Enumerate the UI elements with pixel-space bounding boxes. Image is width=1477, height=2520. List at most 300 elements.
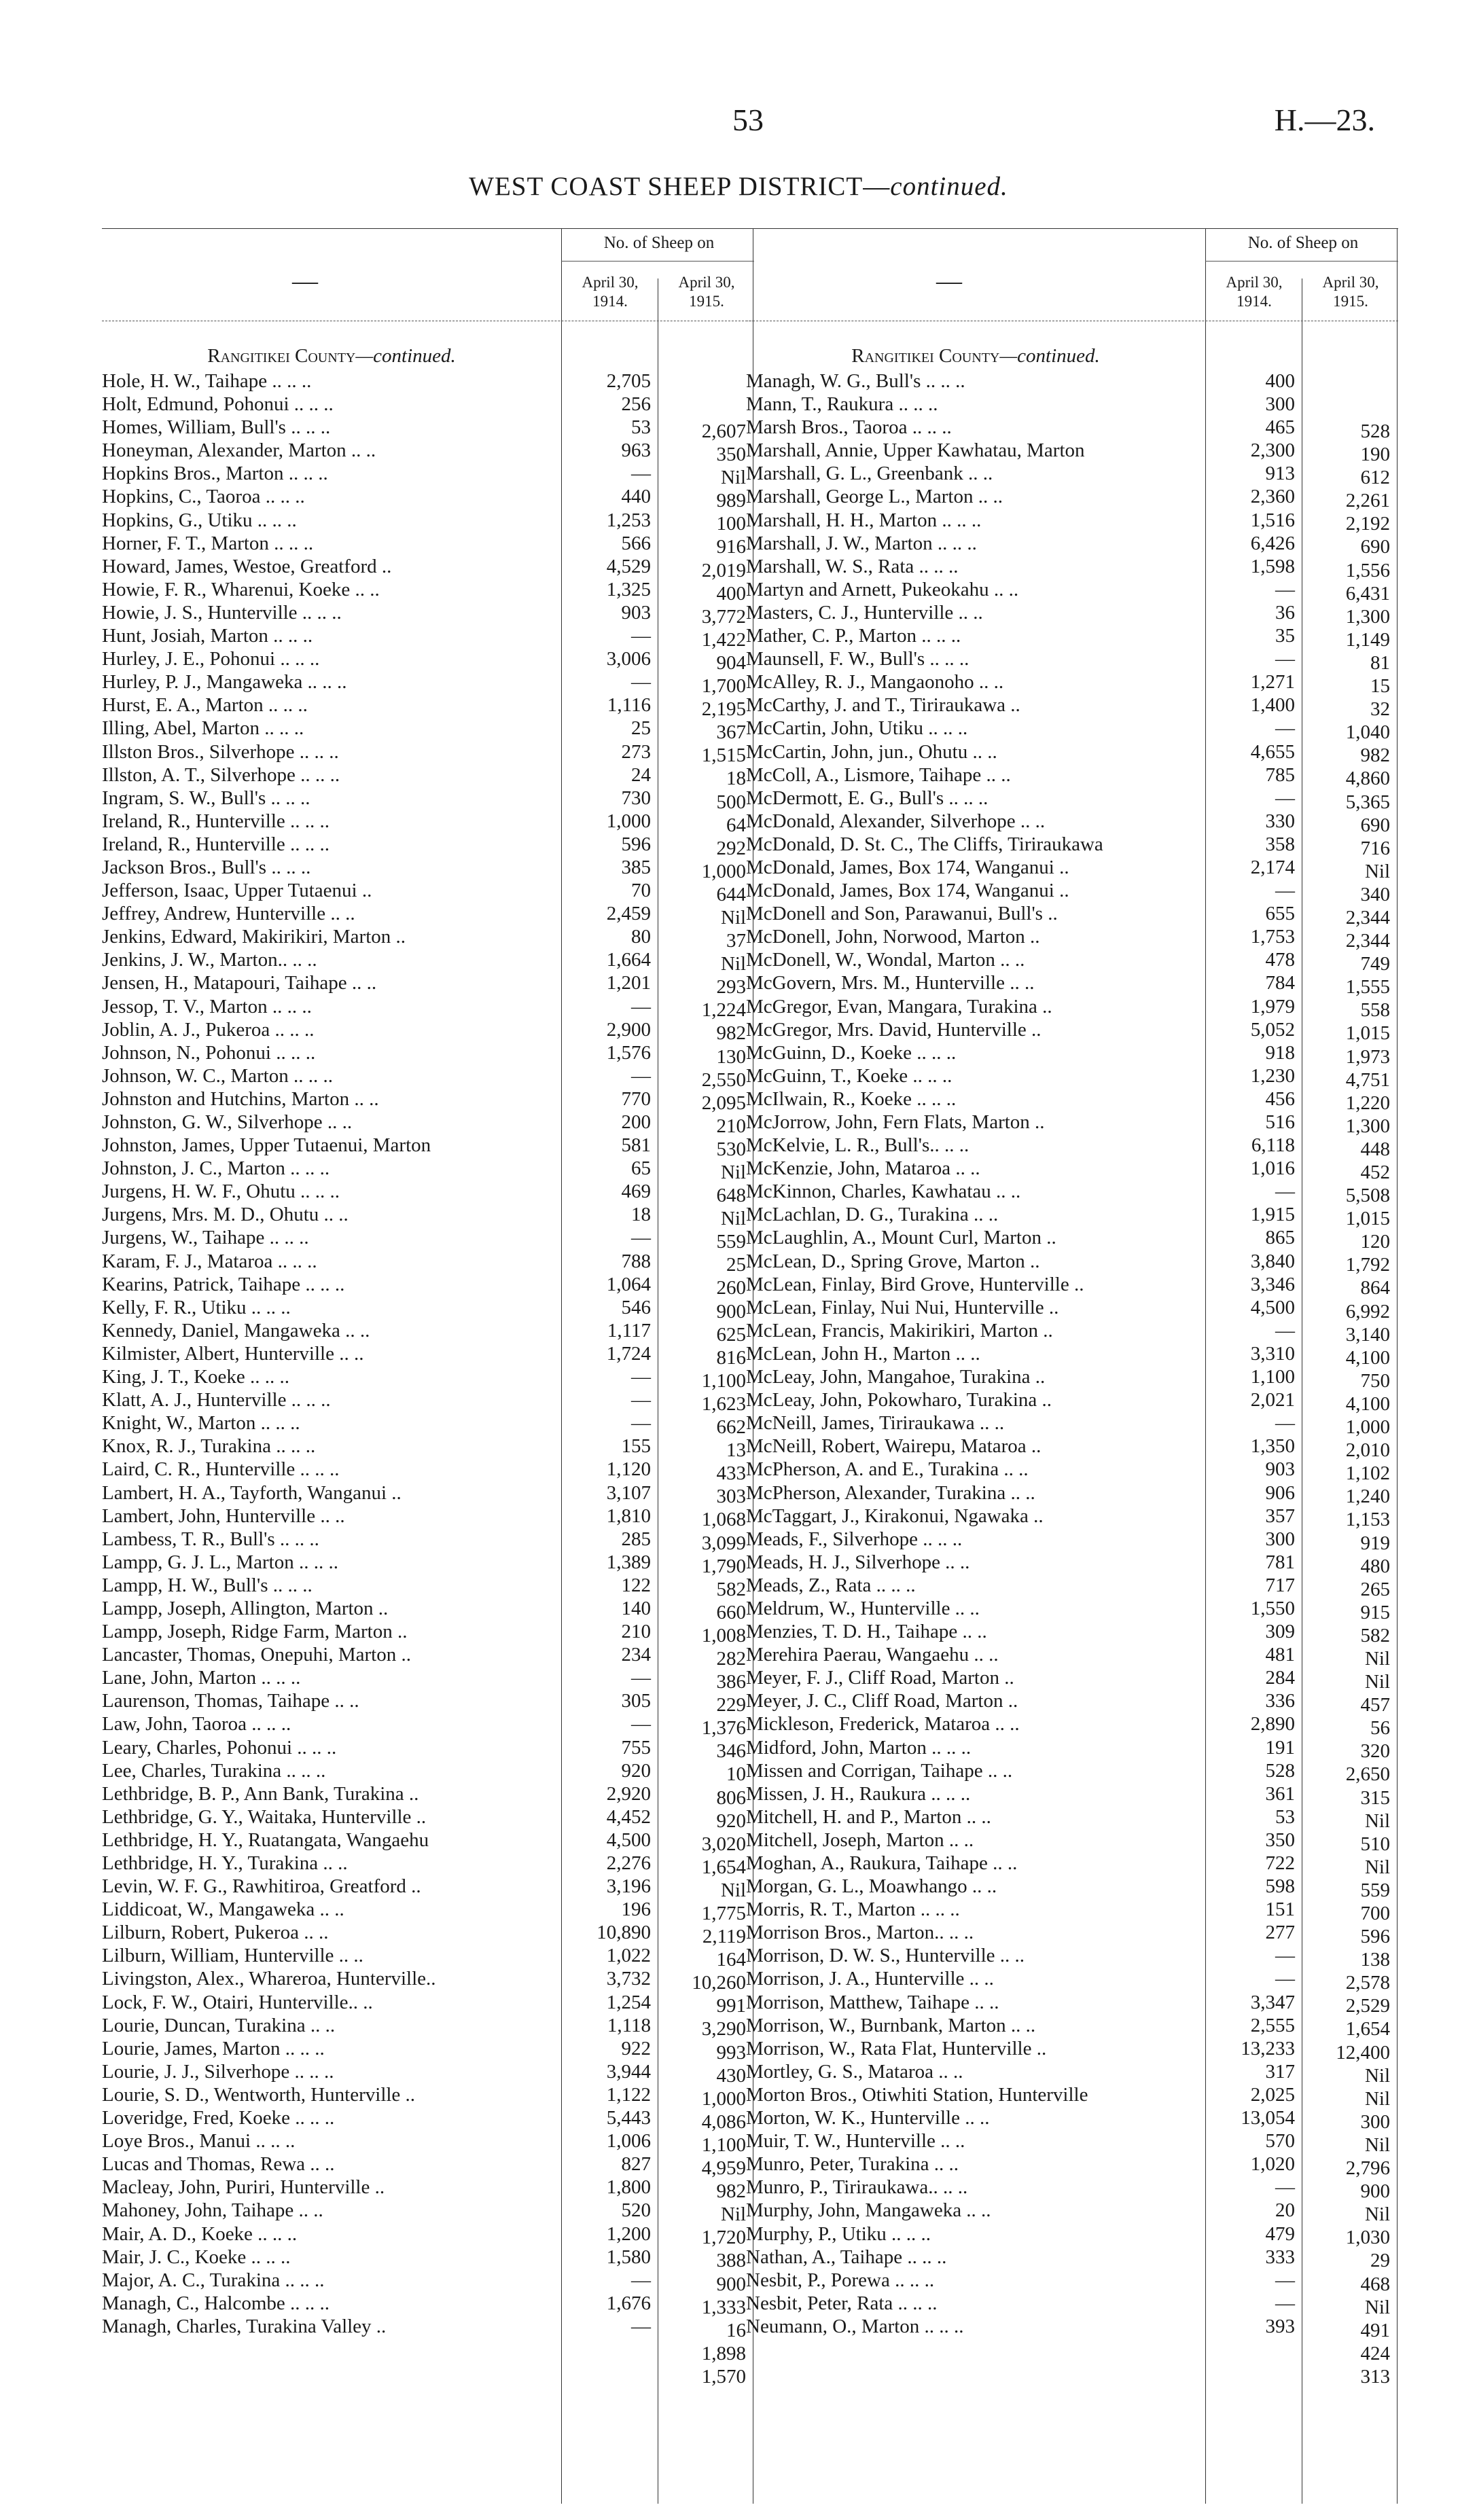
owner-name-cell: Jenkins, J. W., Marton.. .. ..	[102, 949, 317, 971]
sheep-1915-cell: 15	[1370, 675, 1390, 698]
sheep-1914-cell: 305	[621, 1690, 651, 1712]
owner-name-cell: Meads, F., Silverhope .. .. ..	[746, 1528, 963, 1550]
sheep-1914-cell: 655	[1265, 903, 1295, 925]
sheep-1914-cell: 903	[1265, 1458, 1295, 1481]
owner-name-cell: Loye Bros., Manui .. .. ..	[102, 2130, 296, 2153]
owner-name-cell: Mair, J. C., Koeke .. .. ..	[102, 2246, 291, 2268]
owner-name-cell: Mitchell, H. and P., Marton .. ..	[746, 1805, 991, 1828]
sheep-1914-cell: 479	[1265, 2222, 1295, 2245]
owner-name-cell: McLean, Finlay, Nui Nui, Hunterville ..	[746, 1296, 1059, 1318]
sheep-1914-cell: —	[1275, 1968, 1295, 1990]
sheep-1915-cell: 1,376	[701, 1717, 746, 1740]
sheep-1915-cell: 138	[1360, 1949, 1390, 1971]
owner-name-cell: Jensen, H., Matapouri, Taihape .. ..	[102, 972, 377, 994]
owner-name-cell: Lampp, Joseph, Allington, Marton ..	[102, 1597, 389, 1619]
sheep-1915-cell: 3,290	[701, 2018, 746, 2040]
owner-name-cell: Mickleson, Frederick, Mataroa .. ..	[746, 1713, 1020, 1735]
owner-name-cell: McCarthy, J. and T., Tiriraukawa ..	[746, 694, 1020, 717]
sheep-1915-cell: 448	[1360, 1138, 1390, 1160]
sheep-1915-cell: 1,333	[701, 2296, 746, 2318]
owner-name-cell: Morrison Bros., Marton.. .. ..	[746, 1922, 974, 1944]
sheep-1915-cell: 660	[716, 1601, 746, 1623]
table-body	[746, 370, 1398, 2388]
sheep-1914-cell: 770	[621, 1087, 651, 1110]
sheep-1915-cell: 2,529	[1345, 1995, 1390, 2017]
sheep-1914-cell: 1,350	[1250, 1435, 1295, 1458]
owner-name-cell: McNeill, Robert, Wairepu, Mataroa ..	[746, 1435, 1042, 1458]
owner-name-cell: Knox, R. J., Turakina .. .. ..	[102, 1435, 316, 1458]
owner-name-cell: Laurenson, Thomas, Taihape .. ..	[102, 1690, 359, 1712]
sheep-1915-cell: 991	[716, 1995, 746, 2017]
sheep-1914-cell: 1,576	[606, 1041, 651, 1064]
owner-name-cell: Ireland, R., Hunterville .. .. ..	[102, 833, 330, 855]
sheep-1915-cell: 3,020	[701, 1833, 746, 1855]
sheep-1914-cell: 24	[631, 763, 651, 786]
sheep-1914-cell: 4,500	[606, 1829, 651, 1851]
sheep-1915-cell: 2,019	[701, 559, 746, 581]
sheep-1914-cell: —	[1275, 578, 1295, 600]
owner-name-cell: Mann, T., Raukura .. .. ..	[746, 393, 938, 416]
sheep-1915-cell: 2,192	[1345, 513, 1390, 535]
owner-name-cell: Klatt, A. J., Hunterville .. .. ..	[102, 1389, 331, 1411]
sheep-1914-cell: 36	[1275, 601, 1295, 624]
owner-name-cell: Morrison, W., Burnbank, Marton .. ..	[746, 2014, 1036, 2036]
owner-name-cell: McGuinn, T., Koeke .. .. ..	[746, 1064, 953, 1087]
owner-name-cell: McKelvie, L. R., Bull's.. .. ..	[746, 1134, 969, 1157]
owner-name-cell: Ireland, R., Hunterville .. .. ..	[102, 810, 330, 832]
sheep-1915-cell: Nil	[720, 953, 746, 975]
owner-name-cell: Ingram, S. W., Bull's .. .. ..	[102, 787, 310, 809]
sheep-1915-cell: 367	[716, 721, 746, 744]
sheep-1915-cell: 1,654	[1345, 2018, 1390, 2040]
sheep-1915-cell: 265	[1360, 1578, 1390, 1600]
sheep-1915-cell: 433	[716, 1462, 746, 1485]
header-subrule	[561, 261, 754, 262]
owner-name-cell: Lourie, Duncan, Turakina .. ..	[102, 2014, 336, 2036]
sheep-1914-cell: 80	[631, 926, 651, 948]
sheep-1914-cell: 2,920	[606, 1782, 651, 1805]
sheep-1915-cell: 1,898	[701, 2342, 746, 2364]
sheep-1915-cell: 1,240	[1345, 1486, 1390, 1508]
sheep-1915-cell: 625	[716, 1323, 746, 1346]
owner-name-cell: McDonald, Alexander, Silverhope .. ..	[746, 810, 1046, 832]
sheep-1915-cell: 716	[1360, 837, 1390, 859]
owner-name-cell: Illston, A. T., Silverhope .. .. ..	[102, 763, 340, 786]
owner-name-cell: Johnston, G. W., Silverhope .. ..	[102, 1111, 353, 1133]
sheep-1914-cell: —	[1275, 2176, 1295, 2199]
owner-name-cell: Hopkins, G., Utiku .. .. ..	[102, 509, 297, 531]
sheep-1914-cell: 3,347	[1250, 1991, 1295, 2013]
sheep-1914-cell: 456	[1265, 1087, 1295, 1110]
sheep-1914-cell: 3,944	[606, 2060, 651, 2083]
sheep-1914-cell: 781	[1265, 1551, 1295, 1573]
sheep-1914-cell: 277	[1265, 1922, 1295, 1944]
sheep-1914-cell: 1,201	[606, 972, 651, 994]
sheep-1914-cell: 1,000	[606, 810, 651, 832]
owner-name-cell: Major, A. C., Turakina .. .. ..	[102, 2269, 325, 2291]
sheep-1914-cell: 70	[631, 880, 651, 902]
sheep-1915-cell: 25	[726, 1254, 746, 1276]
owner-name-cell: Lilburn, Robert, Pukeroa .. ..	[102, 1922, 329, 1944]
sheep-1915-cell: 386	[716, 1671, 746, 1693]
sheep-1915-cell: 303	[716, 1486, 746, 1508]
sheep-1915-cell: 648	[716, 1185, 746, 1207]
sheep-1914-cell: 785	[1265, 763, 1295, 786]
sheep-1914-cell: 1,664	[606, 949, 651, 971]
sheep-1914-cell: 865	[1265, 1227, 1295, 1249]
sheep-1914-cell: 1,100	[1250, 1366, 1295, 1388]
owner-name-cell: Morrison, W., Rata Flat, Hunterville ..	[746, 2037, 1047, 2059]
owner-name-cell: McLean, Finlay, Bird Grove, Hunterville ..	[746, 1273, 1084, 1295]
sheep-1914-cell: 722	[1265, 1852, 1295, 1874]
owner-name-cell: Muir, T. W., Hunterville .. ..	[746, 2130, 965, 2153]
owner-name-cell: McNeill, James, Tiriraukawa .. ..	[746, 1412, 1005, 1435]
col-header-1915: April 30, 1915.	[1322, 274, 1379, 310]
sheep-1915-cell: 64	[726, 814, 746, 836]
sheep-1914-cell: 4,655	[1250, 740, 1295, 763]
sheep-1914-cell: 358	[1265, 833, 1295, 855]
sheep-1915-cell: 457	[1360, 1694, 1390, 1716]
sheep-1915-cell: 190	[1360, 444, 1390, 466]
sheep-1914-cell: 4,529	[606, 555, 651, 577]
owner-name-cell: Merehira Paerau, Wangaehu .. ..	[746, 1644, 999, 1666]
sheep-1915-cell: 700	[1360, 1903, 1390, 1924]
owner-name-cell: Howie, F. R., Wharenui, Koeke .. ..	[102, 578, 380, 600]
sheep-1914-cell: 918	[1265, 1041, 1295, 1064]
sheep-1915-cell: 1,973	[1345, 1045, 1390, 1068]
owner-name-cell: Mortley, G. S., Mataroa .. ..	[746, 2060, 963, 2083]
sheep-1914-cell: 5,443	[606, 2107, 651, 2129]
sheep-1914-cell: 350	[1265, 1829, 1295, 1851]
sheep-1914-cell: 1,118	[607, 2014, 651, 2036]
owner-name-cell: Lucas and Thomas, Rewa .. ..	[102, 2153, 335, 2176]
owner-name-cell: Lambert, H. A., Tayforth, Wanganui ..	[102, 1481, 402, 1504]
sheep-1914-cell: 273	[621, 740, 651, 763]
sheep-1914-cell: 1,122	[606, 2083, 651, 2106]
col-header-1914: April 30, 1914.	[1226, 274, 1283, 310]
owner-name-cell: Marshall, H. H., Marton .. .. ..	[746, 509, 982, 531]
sheep-1914-cell: 140	[621, 1597, 651, 1619]
owner-name-cell: Managh, Charles, Turakina Valley ..	[102, 2315, 387, 2337]
owner-name-cell: Lancaster, Thomas, Onepuhi, Marton ..	[102, 1644, 411, 1666]
owner-name-cell: Johnson, W. C., Marton .. .. ..	[102, 1064, 333, 1087]
sheep-1915-cell: 1,102	[1345, 1462, 1390, 1485]
sheep-1914-cell: 2,705	[606, 370, 651, 392]
county-heading	[102, 345, 561, 367]
sheep-1914-cell: 1,020	[1250, 2153, 1295, 2176]
sheep-1914-cell: 581	[621, 1134, 651, 1157]
sheep-1915-cell: 468	[1360, 2273, 1390, 2295]
owner-name-cell: Laird, C. R., Hunterville .. .. ..	[102, 1458, 340, 1481]
sheep-1915-cell: 596	[1360, 1926, 1390, 1948]
sheep-1915-cell: 56	[1370, 1717, 1390, 1740]
sheep-1914-cell: —	[1275, 2269, 1295, 2291]
owner-name-cell: Holt, Edmund, Pohonui .. .. ..	[102, 393, 334, 416]
sheep-1914-cell: 1,117	[607, 1319, 651, 1342]
owner-name-cell: Lethbridge, H. Y., Turakina .. ..	[102, 1852, 348, 1874]
sheep-1915-cell: 452	[1360, 1162, 1390, 1183]
sheep-1914-cell: 330	[1265, 810, 1295, 832]
county-name: Rangitikei County	[851, 345, 1000, 367]
owner-name-cell: Lampp, Joseph, Ridge Farm, Marton ..	[102, 1621, 408, 1643]
owner-name-cell: Liddicoat, W., Mangaweka .. ..	[102, 1898, 344, 1921]
sheep-1915-cell: 864	[1360, 1277, 1390, 1299]
sheep-1914-cell: 1,676	[606, 2292, 651, 2314]
sheep-1914-cell: 6,118	[1251, 1134, 1295, 1157]
sheep-1914-cell: 20	[1275, 2199, 1295, 2222]
owner-name-cell: Meyer, F. J., Cliff Road, Marton ..	[746, 1667, 1014, 1689]
sheep-1914-cell: —	[631, 1667, 651, 1689]
sheep-1915-cell: 4,751	[1345, 1068, 1390, 1091]
sheep-1914-cell: 10,890	[597, 1922, 651, 1944]
col-header-1915: April 30, 1915.	[678, 274, 735, 310]
owner-name-cell: Marshall, George L., Marton .. ..	[746, 486, 1003, 508]
owner-name-cell: Lock, F. W., Otairi, Hunterville.. ..	[102, 1991, 373, 2013]
sheep-1915-cell: 315	[1360, 1786, 1390, 1809]
sheep-1914-cell: 1,200	[606, 2222, 651, 2245]
sheep-1915-cell: 3,099	[701, 1532, 746, 1554]
owner-name-cell: McKenzie, John, Mataroa .. ..	[746, 1157, 980, 1180]
sheep-1914-cell: 922	[621, 2037, 651, 2059]
sheep-1915-cell: 313	[1360, 2365, 1390, 2388]
title-continued: continued.	[890, 172, 1008, 201]
sheep-1915-cell: 1,000	[701, 860, 746, 882]
sheep-1914-cell: 1,064	[606, 1273, 651, 1295]
sheep-1914-cell: —	[631, 2269, 651, 2291]
sheep-1914-cell: 1,810	[606, 1505, 651, 1527]
owner-name-cell: Mather, C. P., Marton .. .. ..	[746, 625, 961, 647]
owner-name-cell: Masters, C. J., Hunterville .. ..	[746, 601, 983, 624]
sheep-1915-cell: 1,100	[701, 1369, 746, 1392]
owner-name-cell: Managh, C., Halcombe .. .. ..	[102, 2292, 330, 2314]
sheep-1914-cell: 155	[621, 1435, 651, 1458]
sheep-1915-cell: 2,650	[1345, 1763, 1390, 1786]
sheep-1915-cell: Nil	[1364, 1856, 1390, 1878]
owner-name-cell: Howard, James, Westoe, Greatford ..	[102, 555, 392, 577]
owner-name-cell: Lourie, S. D., Wentworth, Hunterville ..	[102, 2083, 416, 2106]
sheep-1914-cell: 1,389	[606, 1551, 651, 1573]
sheep-1914-cell: 336	[1265, 1690, 1295, 1712]
sheep-1915-cell: 229	[716, 1694, 746, 1716]
sheep-1914-cell: 196	[621, 1898, 651, 1921]
sheep-1914-cell: 1,516	[1250, 509, 1295, 531]
sheep-1914-cell: 4,452	[606, 1805, 651, 1828]
sheep-1914-cell: 1,230	[1250, 1064, 1295, 1087]
owner-name-cell: Jefferson, Isaac, Upper Tutaenui ..	[102, 880, 372, 902]
sheep-1914-cell: 913	[1265, 463, 1295, 485]
sheep-1915-cell: 1,015	[1345, 1208, 1390, 1230]
sheep-1915-cell: 582	[1360, 1624, 1390, 1646]
owner-name-cell: Lampp, H. W., Bull's .. .. ..	[102, 1574, 313, 1596]
sheep-1915-cell: 559	[1360, 1879, 1390, 1901]
sheep-1914-cell: 1,006	[606, 2130, 651, 2153]
sheep-1915-cell: Nil	[1364, 2064, 1390, 2087]
sheep-1915-cell: 1,556	[1345, 559, 1390, 581]
name-column-header: —	[936, 267, 962, 295]
sheep-count-header: No. of Sheep on	[1247, 234, 1359, 252]
sheep-1915-cell: 900	[716, 1300, 746, 1322]
table-top-rule	[746, 228, 1398, 229]
sheep-1915-cell: 749	[1360, 953, 1390, 975]
sheep-1915-cell: 530	[716, 1138, 746, 1160]
sheep-1915-cell: 1,792	[1345, 1254, 1390, 1276]
sheep-1915-cell: 1,515	[701, 744, 746, 767]
owner-name-cell: Morris, R. T., Marton .. .. ..	[746, 1898, 960, 1921]
county-continued: —continued.	[355, 345, 456, 367]
owner-name-cell: McLachlan, D. G., Turakina .. ..	[746, 1204, 999, 1226]
sheep-1915-cell: 916	[716, 536, 746, 558]
owner-name-cell: Homes, William, Bull's .. .. ..	[102, 416, 331, 439]
owner-name-cell: Murphy, John, Mangaweka .. ..	[746, 2199, 991, 2222]
owner-name-cell: Marshall, W. S., Rata .. .. ..	[746, 555, 959, 577]
sheep-1914-cell: 3,310	[1250, 1342, 1295, 1365]
owner-name-cell: Kelly, F. R., Utiku .. .. ..	[102, 1296, 291, 1318]
sheep-1914-cell: 1,580	[606, 2246, 651, 2268]
sheep-1915-cell: 1,015	[1345, 1022, 1390, 1045]
sheep-1915-cell: 2,119	[702, 1926, 746, 1948]
sheep-1915-cell: Nil	[1364, 2134, 1390, 2156]
sheep-1915-cell: 1,030	[1345, 2227, 1390, 2249]
sheep-1915-cell: Nil	[720, 1162, 746, 1183]
owner-name-cell: Meads, H. J., Silverhope .. ..	[746, 1551, 970, 1573]
sheep-1915-cell: Nil	[1364, 1671, 1390, 1693]
sheep-1914-cell: 5,052	[1250, 1018, 1295, 1041]
sheep-1914-cell: 3,196	[606, 1875, 651, 1898]
sheep-1915-cell: 164	[716, 1949, 746, 1971]
owner-name-cell: Lee, Charles, Turakina .. .. ..	[102, 1759, 326, 1782]
owner-name-cell: Munro, P., Tiriraukawa.. .. ..	[746, 2176, 968, 2199]
owner-name-cell: Murphy, P., Utiku .. .. ..	[746, 2222, 931, 2245]
owner-name-cell: Maunsell, F. W., Bull's .. .. ..	[746, 648, 969, 670]
owner-name-cell: McLaughlin, A., Mount Curl, Marton ..	[746, 1227, 1056, 1249]
sheep-1914-cell: 285	[621, 1528, 651, 1550]
owner-name-cell: McLean, John H., Marton .. ..	[746, 1342, 980, 1365]
sheep-table-left	[102, 228, 754, 2504]
sheep-1915-cell: 2,796	[1345, 2157, 1390, 2180]
sheep-1914-cell: 717	[1265, 1574, 1295, 1596]
sheep-1915-cell: 29	[1370, 2250, 1390, 2272]
sheep-1914-cell: 2,360	[1250, 486, 1295, 508]
sheep-1914-cell: 333	[1265, 2246, 1295, 2268]
sheep-1914-cell: 3,107	[606, 1481, 651, 1504]
sheep-1915-cell: 210	[716, 1115, 746, 1137]
sheep-1915-cell: 582	[716, 1578, 746, 1600]
owner-name-cell: Morrison, D. W. S., Hunterville .. ..	[746, 1945, 1025, 1967]
sheep-1915-cell: 528	[1360, 420, 1390, 442]
sheep-1914-cell: 309	[1265, 1621, 1295, 1643]
owner-name-cell: Kennedy, Daniel, Mangaweka .. ..	[102, 1319, 370, 1342]
sheep-1914-cell: —	[631, 2315, 651, 2337]
sheep-1914-cell: 210	[621, 1621, 651, 1643]
sheep-1914-cell: —	[1275, 648, 1295, 670]
sheep-1914-cell: 1,400	[1250, 694, 1295, 717]
owner-name-cell: Hopkins Bros., Marton .. .. ..	[102, 463, 328, 485]
sheep-1915-cell: 4,086	[701, 2110, 746, 2133]
owner-name-cell: Mahoney, John, Taihape .. ..	[102, 2199, 323, 2222]
owner-name-cell: Jurgens, H. W. F., Ohutu .. .. ..	[102, 1181, 340, 1203]
sheep-1914-cell: —	[1275, 1412, 1295, 1435]
owner-name-cell: McGregor, Mrs. David, Hunterville ..	[746, 1018, 1042, 1041]
sheep-1914-cell: 1,724	[606, 1342, 651, 1365]
owner-name-cell: Hurst, E. A., Marton .. .. ..	[102, 694, 308, 717]
owner-name-cell: Mitchell, Joseph, Marton .. ..	[746, 1829, 974, 1851]
owner-name-cell: Johnson, N., Pohonui .. .. ..	[102, 1041, 316, 1064]
sheep-1915-cell: 1,100	[701, 2134, 746, 2156]
sheep-1914-cell: 200	[621, 1111, 651, 1133]
sheep-1915-cell: Nil	[720, 2203, 746, 2226]
sheep-1914-cell: 546	[621, 1296, 651, 1318]
sheep-1914-cell: 903	[621, 601, 651, 624]
owner-name-cell: Lampp, G. J. L., Marton .. .. ..	[102, 1551, 338, 1573]
owner-name-cell: King, J. T., Koeke .. .. ..	[102, 1366, 290, 1388]
sheep-1915-cell: 690	[1360, 814, 1390, 836]
owner-name-cell: McPherson, A. and E., Turakina .. ..	[746, 1458, 1029, 1481]
sheep-1914-cell: 2,890	[1250, 1713, 1295, 1735]
sheep-1915-cell: 2,344	[1345, 906, 1390, 929]
sheep-1915-cell: 1,555	[1345, 976, 1390, 998]
sheep-1915-cell: 100	[716, 513, 746, 535]
owner-name-cell: Missen and Corrigan, Taihape .. ..	[746, 1759, 1013, 1782]
sheep-1914-cell: 191	[1265, 1736, 1295, 1759]
owner-name-cell: Illston Bros., Silverhope .. .. ..	[102, 740, 339, 763]
page-header	[0, 102, 1477, 143]
sheep-1914-cell: 920	[621, 1759, 651, 1782]
sheep-1914-cell: —	[631, 995, 651, 1018]
sheep-1915-cell: 424	[1360, 2342, 1390, 2364]
owner-name-cell: Marshall, Annie, Upper Kawhatau, Marton	[746, 439, 1085, 462]
sheep-1914-cell: 317	[1265, 2060, 1295, 2083]
sheep-1914-cell: —	[631, 671, 651, 694]
owner-name-cell: Lambess, T. R., Bull's .. .. ..	[102, 1528, 319, 1550]
name-column-header: —	[292, 267, 318, 295]
sheep-1915-cell: 32	[1370, 698, 1390, 721]
sheep-1914-cell: 1,271	[1250, 671, 1295, 694]
owner-name-cell: McDonell, John, Norwood, Marton ..	[746, 926, 1040, 948]
owner-name-cell: Martyn and Arnett, Pukeokahu .. ..	[746, 578, 1019, 600]
sheep-1914-cell: 300	[1265, 1528, 1295, 1550]
sheep-1914-cell: 151	[1265, 1898, 1295, 1921]
owner-name-cell: Jeffrey, Andrew, Hunterville .. ..	[102, 903, 355, 925]
title-text: WEST COAST SHEEP DISTRICT—	[469, 172, 891, 201]
owner-name-cell: McKinnon, Charles, Kawhatau .. ..	[746, 1181, 1021, 1203]
sheep-1915-cell: 2,578	[1345, 1972, 1390, 1994]
sheep-1915-cell: Nil	[1364, 2296, 1390, 2318]
sheep-1914-cell: 1,979	[1250, 995, 1295, 1018]
sheep-1914-cell: 385	[621, 856, 651, 878]
owner-name-cell: Kilmister, Albert, Hunterville .. ..	[102, 1342, 364, 1365]
owner-name-cell: Jenkins, Edward, Makirikiri, Marton ..	[102, 926, 406, 948]
owner-name-cell: Neumann, O., Marton .. .. ..	[746, 2315, 964, 2337]
sheep-1914-cell: 357	[1265, 1505, 1295, 1527]
sheep-1914-cell: 3,346	[1250, 1273, 1295, 1295]
owner-name-cell: Knight, W., Marton .. .. ..	[102, 1412, 300, 1435]
sheep-1915-cell: 1,153	[1345, 1509, 1390, 1531]
sheep-1915-cell: 18	[726, 768, 746, 790]
sheep-1914-cell: 3,840	[1250, 1250, 1295, 1272]
sheep-1915-cell: 989	[716, 490, 746, 512]
owner-name-cell: McTaggart, J., Kirakonui, Ngawaka ..	[746, 1505, 1044, 1527]
sheep-1915-cell: 292	[716, 837, 746, 859]
sheep-1915-cell: 6,992	[1345, 1300, 1390, 1322]
owner-name-cell: Hopkins, C., Taoroa .. .. ..	[102, 486, 305, 508]
sheep-1915-cell: 130	[716, 1045, 746, 1068]
sheep-1914-cell: 2,025	[1250, 2083, 1295, 2106]
sheep-1915-cell: 10	[726, 1763, 746, 1786]
sheep-1915-cell: 37	[726, 930, 746, 952]
sheep-1915-cell: Nil	[1364, 2087, 1390, 2110]
owner-name-cell: McGregor, Evan, Mangara, Turakina ..	[746, 995, 1052, 1018]
sheep-1914-cell: 784	[1265, 972, 1295, 994]
